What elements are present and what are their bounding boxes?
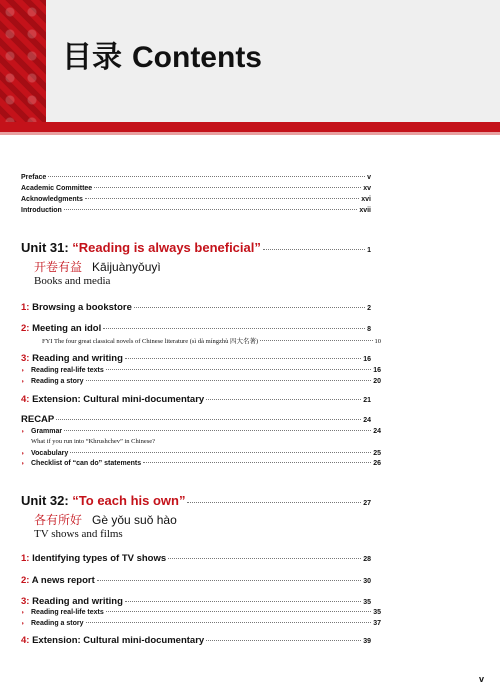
toc-plain-note: What if you run into “Khrushchev” in Chinese?: [31, 438, 156, 445]
recap-page: 24: [363, 417, 371, 424]
toc-section[interactable]: [21, 394, 371, 405]
subsection-page: 24: [373, 428, 381, 435]
unit-title: [21, 240, 261, 255]
section-page: 8: [367, 326, 371, 333]
leader-dots: [168, 558, 361, 559]
unit-label: Unit 31:: [21, 240, 69, 255]
chinese-characters: 开卷有益: [34, 260, 83, 274]
leader-dots: [97, 580, 361, 581]
toc-entry-label: Academic Committee: [21, 185, 93, 192]
leader-dots: [134, 307, 365, 308]
section-number: 1:: [21, 302, 30, 313]
toc-entry-label: Preface: [21, 174, 47, 181]
unit-quote: “To each his own”: [72, 493, 186, 508]
unit-title: [21, 493, 185, 508]
toc-subsection[interactable]: [21, 428, 381, 435]
header-red-band-shadow: [0, 132, 500, 135]
unit-31-heading[interactable]: [21, 240, 371, 255]
toc-recap[interactable]: [21, 414, 371, 425]
section-page: 2: [367, 305, 371, 312]
leader-dots: [64, 430, 371, 431]
section-label: Reading and writing: [32, 596, 123, 607]
subsection-label: ◗ Checklist of “can do” statements: [31, 460, 142, 467]
page-number: v: [478, 674, 484, 684]
subsection-page: 20: [373, 378, 381, 385]
unit-32-chinese-title: [34, 511, 177, 528]
toc-entry-academic-committee[interactable]: [21, 185, 371, 192]
leader-dots: [103, 328, 365, 329]
subsection-page: 26: [373, 460, 381, 467]
unit-32-heading[interactable]: [21, 493, 371, 508]
leader-dots: [94, 187, 361, 188]
chinese-characters: 各有所好: [34, 513, 83, 527]
unit-page: 1: [367, 247, 371, 254]
toc-subsection[interactable]: [21, 460, 381, 467]
section-number: 4:: [21, 635, 30, 646]
section-title: [21, 575, 95, 586]
subsection-label: ◗ Grammar: [31, 428, 63, 435]
section-number: 2:: [21, 323, 30, 334]
section-page: 21: [363, 397, 371, 404]
section-page: 16: [363, 356, 371, 363]
leader-dots: [86, 380, 372, 381]
subsection-page: 16: [373, 367, 381, 374]
toc-subsection[interactable]: [21, 367, 381, 374]
unit-quote: “Reading is always beneficial”: [72, 240, 261, 255]
subsection-label: ◗ Reading a story: [31, 378, 84, 385]
unit-32-english-subtitle: TV shows and films: [34, 528, 123, 540]
toc-entry-label: Acknowledgments: [21, 196, 83, 203]
leader-dots: [70, 452, 371, 453]
section-title: [21, 353, 123, 364]
subsection-label: ◗ Reading real-life texts: [31, 609, 104, 616]
toc-subsection[interactable]: [21, 450, 381, 457]
section-label: Reading and writing: [32, 353, 123, 364]
leader-dots: [125, 358, 361, 359]
leader-dots: [206, 640, 361, 641]
subsection-label: ◗ Vocabulary: [31, 450, 69, 457]
toc-section[interactable]: [21, 353, 371, 364]
recap-label: RECAP: [21, 414, 55, 425]
section-label: Extension: Cultural mini-documentary: [32, 394, 205, 405]
pinyin: Gè yǒu suǒ hào: [92, 513, 177, 527]
toc-section[interactable]: [21, 575, 371, 586]
section-label: A news report: [31, 575, 95, 586]
section-page: 28: [363, 556, 371, 563]
subsection-label: ◗ Reading real-life texts: [31, 367, 104, 374]
section-number: 2:: [21, 575, 30, 586]
leader-dots: [263, 249, 365, 250]
section-title: [21, 394, 204, 405]
toc-section[interactable]: [21, 635, 371, 646]
section-number: 3:: [21, 353, 30, 364]
subsection-label: ◗ Reading a story: [31, 620, 84, 627]
leader-dots: [106, 369, 371, 370]
section-number: 3:: [21, 596, 30, 607]
pinyin: Kāijuànyǒuyì: [92, 260, 161, 274]
decorative-pattern: [0, 0, 46, 122]
toc-subsection[interactable]: [21, 620, 381, 627]
toc-section[interactable]: [21, 302, 371, 313]
page-title: [62, 32, 262, 76]
header-banner: [0, 0, 500, 122]
toc-entry-page: v: [367, 174, 371, 181]
toc-entry-page: xvii: [359, 207, 371, 214]
leader-dots: [86, 622, 372, 623]
leader-dots: [56, 419, 361, 420]
subsection-page: 37: [373, 620, 381, 627]
section-label: Meeting an idol: [32, 323, 102, 334]
toc-subsection[interactable]: [21, 378, 381, 385]
toc-subsection[interactable]: [21, 609, 381, 616]
section-number: 4:: [21, 394, 30, 405]
section-label: Identifying types of TV shows: [32, 553, 167, 564]
page-title-chinese: 目录: [62, 40, 122, 75]
toc-entry-introduction[interactable]: [21, 207, 371, 214]
subsection-page: 25: [373, 450, 381, 457]
leader-dots: [64, 209, 357, 210]
section-title: [21, 323, 101, 334]
unit-31-english-subtitle: Books and media: [34, 275, 111, 287]
toc-entry-label: Introduction: [21, 207, 62, 214]
leader-dots: [85, 198, 359, 199]
section-title: [21, 553, 166, 564]
toc-fyi-note[interactable]: [32, 336, 381, 345]
section-page: 30: [363, 578, 371, 585]
section-page: 35: [363, 599, 371, 606]
toc-section[interactable]: [21, 553, 371, 564]
leader-dots: [48, 176, 365, 177]
unit-31-chinese-title: [34, 258, 161, 275]
toc-section[interactable]: [21, 596, 371, 607]
leader-dots: [260, 340, 372, 341]
toc-entry-page: xvi: [361, 196, 371, 203]
section-number: 1:: [21, 553, 30, 564]
header-red-band: [0, 122, 500, 132]
toc-entry-preface[interactable]: [21, 174, 371, 181]
leader-dots: [106, 611, 371, 612]
section-title: [21, 635, 204, 646]
leader-dots: [206, 399, 361, 400]
fyi-page: 10: [374, 338, 381, 345]
leader-dots: [143, 462, 371, 463]
section-label: Browsing a bookstore: [32, 302, 132, 313]
unit-label: Unit 32:: [21, 493, 69, 508]
subsection-page: 35: [373, 609, 381, 616]
section-label: Extension: Cultural mini-documentary: [32, 635, 205, 646]
toc-section[interactable]: [21, 323, 371, 334]
toc-entry-page: xv: [363, 185, 371, 192]
section-page: 39: [363, 638, 371, 645]
toc-entry-acknowledgments[interactable]: [21, 196, 371, 203]
unit-page: 27: [363, 500, 371, 507]
leader-dots: [125, 601, 361, 602]
page-title-english: Contents: [132, 41, 262, 74]
section-title: [21, 596, 123, 607]
leader-dots: [187, 502, 361, 503]
section-title: [21, 302, 132, 313]
fyi-label: FYI The four great classical novels of Chinese literature (sì dà míngzhù 四大名著): [42, 338, 259, 345]
